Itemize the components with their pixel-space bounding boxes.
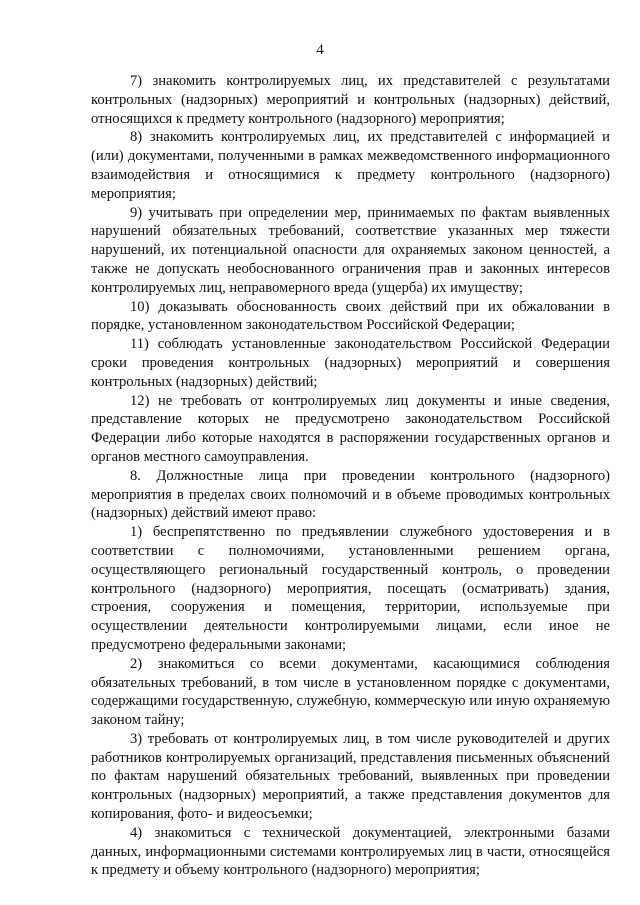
paragraph-8: 8) знакомить контролируемых лиц, их представителей с информацией и (или) документами, полученными в рамках межведомственного информационного взаимодействия и относящимися к предмету контрольного (надзорного) мероприятия; xyxy=(91,129,610,202)
right-2-paragraph: 2) знакомиться со всеми документами, касающимися соблюдения обязательных требований, в том числе в установленном порядке с документами, содержащими государственную, служебную, коммерческую или иную охраняемую законом тайну; xyxy=(91,655,610,729)
page-number: 4 xyxy=(316,42,324,58)
paragraph-10: 10) доказывать обоснованность своих действий при их обжаловании в порядке, установленном законодательством Российской Федерации; xyxy=(91,298,610,334)
right-1-paragraph: 1) беспрепятственно по предъявлении служебного удостоверения и в соответствии с полномочиями, установленными решением органа, осуществляющего региональный государственный контроль, о проведении контрольного (надзорного) мероприятия, посещать (осматривать) здания, строения, сооружения и помещения, территории, используемые при осуществлении деятельности контролируемыми лицами, если иное не предусмотрено федеральными законами; xyxy=(91,524,610,653)
right-4-paragraph: 4) знакомиться с технической документацией, электронными базами данных, информационными системами контролируемых лиц в части, относящейся к предмету и объему контрольного (надзорного) мероприятия; xyxy=(91,824,610,879)
paragraph-7: 7) знакомить контролируемых лиц, их представителей с результатами контрольных (надзорных) мероприятий и контрольных (надзорных) действий, относящихся к предмету контрольного (надзорного) мероприятия; xyxy=(91,73,610,127)
section-8-heading-paragraph: 8. Должностные лица при проведении контрольного (надзорного) мероприятия в пределах своих полномочий и в объеме проводимых контрольных (надзорных) действий имеют право: xyxy=(91,467,610,522)
document-body xyxy=(91,72,610,880)
paragraph-9: 9) учитывать при определении мер, принимаемых по фактам выявленных нарушений обязательных требований, соответствие указанных мер тяжести нарушений, их потенциальной опасности для охраняемых законом ценностей, а также не допускать необоснованного ограничения прав и законных интересов контролируемых лиц, неправомерного вреда (ущерба) их имуществу; xyxy=(91,204,610,296)
paragraph-11: 11) соблюдать установленные законодательством Российской Федерации сроки проведения контрольных (надзорных) мероприятий и совершения контрольных (надзорных) действий; xyxy=(91,336,610,390)
right-3-paragraph: 3) требовать от контролируемых лиц, в том числе руководителей и других работников контролируемых организаций, представления письменных объяснений по фактам нарушений обязательных требований, выявленных при проведении контрольных (надзорных) мероприятий, а также представления документов для копирования, фото- и видеосъемки; xyxy=(91,730,610,823)
paragraph-12: 12) не требовать от контролируемых лиц документы и иные сведения, представление которых не предусмотрено законодательством Российской Федерации либо которые находятся в распоряжении государственных органов и органов местного самоуправления. xyxy=(91,392,610,465)
